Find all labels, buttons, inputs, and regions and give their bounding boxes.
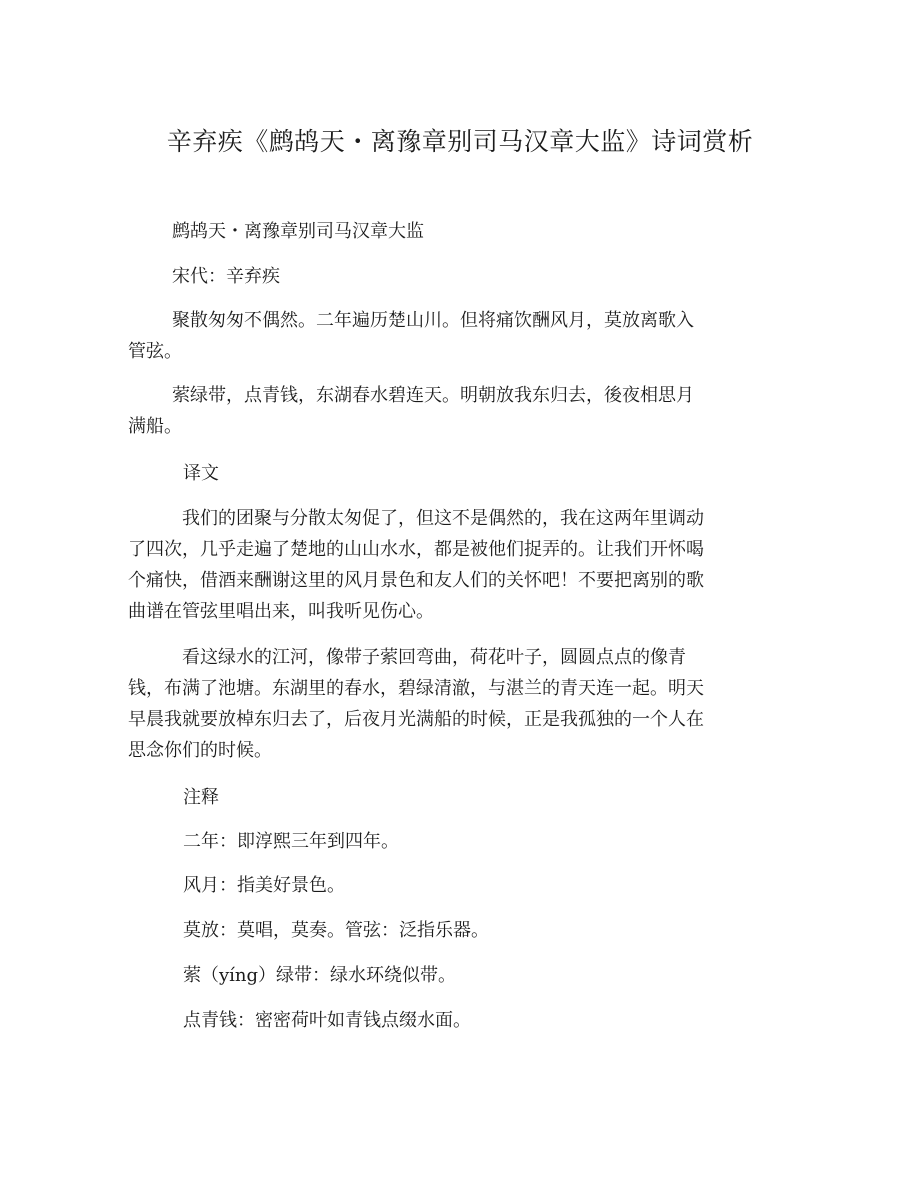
notes-heading: 注释 [183, 787, 219, 808]
poem-stanza-2: 萦绿带，点青钱，东湖春水碧连天。明朝放我东归去，後夜相思月满船。 [128, 385, 694, 437]
note-item: 二年：即淳熙三年到四年。 [183, 831, 399, 852]
translation-paragraph-2: 看这绿水的江河，像带子萦回弯曲，荷花叶子，圆圆点点的像青钱，布满了池塘。东湖里的春水，碧绿清澈，与湛兰的青天连一起。明天早晨我就要放棹东归去了，后夜月光满船的时候，正是我孤独的一个人在思念你们的时候。 [128, 647, 704, 761]
document-title: 辛弃疾《鹧鸪天・离豫章别司马汉章大监》诗词赏析 [166, 127, 754, 156]
translation-paragraph-1: 我们的团聚与分散太匆促了，但这不是偶然的，我在这两年里调动了四次，几乎走遍了楚地的山山水水，都是被他们捉弄的。让我们开怀喝个痛快，借酒来酬谢这里的风月景色和友人们的关怀吧！不要把离别的歌曲谱在管弦里唱出来，叫我听见伤心。 [128, 508, 704, 622]
note-item: 点青钱：密密荷叶如青钱点缀水面。 [183, 1010, 471, 1031]
note-item: 萦（yíng）绿带：绿水环绕似带。 [183, 965, 457, 986]
note-item: 莫放：莫唱，莫奏。管弦：泛指乐器。 [183, 920, 489, 941]
poem-title: 鹧鸪天・离豫章别司马汉章大监 [172, 221, 424, 242]
note-item: 风月：指美好景色。 [183, 875, 345, 896]
poem-stanza-1: 聚散匆匆不偶然。二年遍历楚山川。但将痛饮酬风月，莫放离歌入管弦。 [128, 310, 694, 362]
dynasty-author: 宋代：辛弃疾 [172, 266, 280, 287]
translation-heading: 译文 [183, 463, 219, 484]
